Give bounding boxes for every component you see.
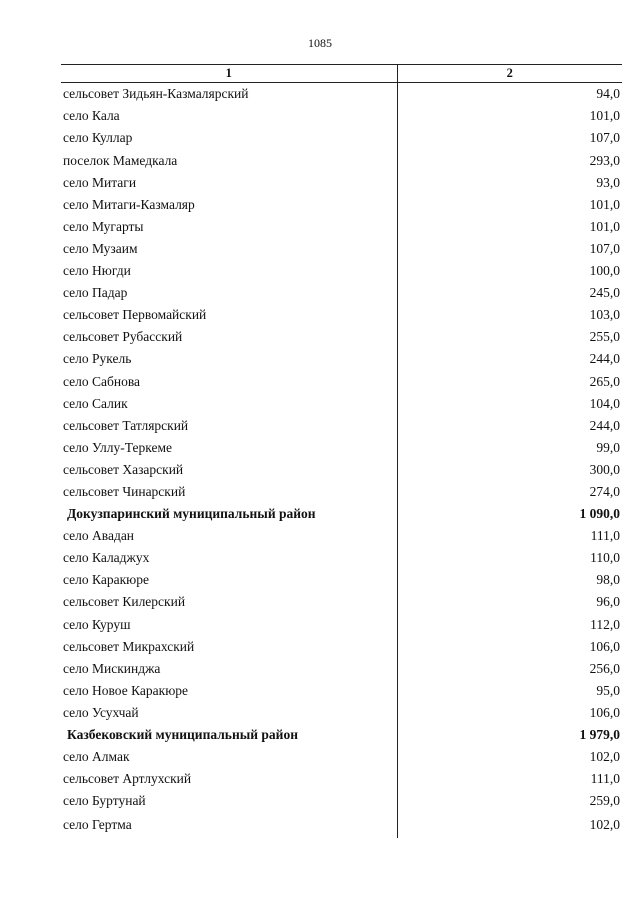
district-row (61, 503, 622, 525)
locality-value: 98,0 (596, 572, 620, 588)
locality-value: 93,0 (596, 174, 620, 190)
table-row (61, 459, 622, 481)
table-row (61, 326, 622, 348)
locality-name: село Рукель (61, 348, 397, 370)
locality-value: 111,0 (590, 771, 620, 787)
locality-name: село Куллар (61, 127, 397, 149)
locality-value: 104,0 (589, 395, 620, 411)
locality-value: 293,0 (589, 152, 620, 168)
table-row (61, 83, 622, 106)
table-header-row (61, 65, 622, 83)
table-row (61, 105, 622, 127)
table-row (61, 216, 622, 238)
locality-name: село Кала (61, 105, 397, 127)
locality-name: сельсовет Хазарский (61, 459, 397, 481)
table-row (61, 812, 622, 838)
locality-value: 94,0 (596, 86, 620, 102)
table-row (61, 437, 622, 459)
locality-name: село Куруш (61, 613, 397, 635)
table-row (61, 370, 622, 392)
locality-name: село Уллу-Теркеме (61, 437, 397, 459)
locality-name: село Усухчай (61, 702, 397, 724)
locality-value: 103,0 (589, 307, 620, 323)
allocation-table (61, 64, 622, 838)
locality-name: село Гертма (61, 812, 397, 838)
table-row (61, 702, 622, 724)
locality-value: 106,0 (589, 704, 620, 720)
locality-name: сельсовет Килерский (61, 591, 397, 613)
locality-name: сельсовет Чинарский (61, 481, 397, 503)
district-total: 1 979,0 (579, 727, 620, 743)
table-row (61, 149, 622, 171)
table-row (61, 171, 622, 193)
table-row (61, 591, 622, 613)
table-row (61, 481, 622, 503)
district-row (61, 724, 622, 746)
table-row (61, 746, 622, 768)
locality-value: 255,0 (589, 329, 620, 345)
locality-value: 101,0 (589, 108, 620, 124)
locality-value: 265,0 (589, 373, 620, 389)
locality-value: 102,0 (589, 749, 620, 765)
locality-name: сельсовет Микрахский (61, 635, 397, 657)
locality-value: 112,0 (590, 616, 620, 632)
locality-name: сельсовет Рубасский (61, 326, 397, 348)
table-row (61, 304, 622, 326)
locality-value: 274,0 (589, 483, 620, 499)
district-total: 1 090,0 (579, 506, 620, 522)
table-row (61, 392, 622, 414)
locality-name: село Каракюре (61, 569, 397, 591)
locality-name: село Мискинджа (61, 657, 397, 679)
locality-name: сельсовет Первомайский (61, 304, 397, 326)
table-row (61, 635, 622, 657)
table-row (61, 348, 622, 370)
locality-value: 107,0 (589, 130, 620, 146)
locality-value: 106,0 (589, 638, 620, 654)
table-row (61, 547, 622, 569)
locality-name: село Новое Каракюре (61, 680, 397, 702)
locality-name: село Падар (61, 282, 397, 304)
locality-name: сельсовет Зидьян-Казмалярский (61, 83, 397, 106)
locality-name: село Мугарты (61, 216, 397, 238)
locality-name: село Музаим (61, 238, 397, 260)
locality-value: 300,0 (589, 461, 620, 477)
locality-value: 96,0 (596, 594, 620, 610)
locality-value: 107,0 (589, 240, 620, 256)
locality-name: село Буртунай (61, 790, 397, 812)
table-row (61, 238, 622, 260)
locality-value: 101,0 (589, 218, 620, 234)
table-row (61, 613, 622, 635)
column-header-2: 2 (397, 65, 622, 83)
locality-value: 259,0 (589, 793, 620, 809)
locality-name: село Митаги-Казмаляр (61, 193, 397, 215)
locality-name: село Авадан (61, 525, 397, 547)
table-row (61, 193, 622, 215)
column-header-1: 1 (61, 65, 397, 83)
locality-value: 244,0 (589, 351, 620, 367)
locality-value: 245,0 (589, 285, 620, 301)
table-row (61, 680, 622, 702)
table-row (61, 260, 622, 282)
table-row (61, 790, 622, 812)
locality-value: 110,0 (590, 550, 620, 566)
locality-value: 256,0 (589, 660, 620, 676)
table-row (61, 414, 622, 436)
table-row (61, 525, 622, 547)
locality-name: поселок Мамедкала (61, 149, 397, 171)
locality-name: село Митаги (61, 171, 397, 193)
locality-value: 99,0 (596, 439, 620, 455)
locality-name: сельсовет Татлярский (61, 414, 397, 436)
locality-name: село Нюгди (61, 260, 397, 282)
locality-name: село Алмак (61, 746, 397, 768)
locality-value: 102,0 (589, 817, 620, 833)
table-row (61, 569, 622, 591)
locality-name: село Сабнова (61, 370, 397, 392)
table-row (61, 657, 622, 679)
locality-value: 95,0 (596, 682, 620, 698)
table-row (61, 282, 622, 304)
locality-name: село Салик (61, 392, 397, 414)
district-name: Казбековский муниципальный район (61, 724, 397, 746)
locality-name: село Каладжух (61, 547, 397, 569)
locality-name: сельсовет Артлухский (61, 768, 397, 790)
locality-value: 100,0 (589, 263, 620, 279)
locality-value: 244,0 (589, 417, 620, 433)
district-name: Докузпаринский муниципальный район (61, 503, 397, 525)
page-number: 1085 (308, 36, 332, 50)
locality-value: 101,0 (589, 196, 620, 212)
table-row (61, 768, 622, 790)
table-row (61, 127, 622, 149)
table-body (61, 83, 622, 839)
locality-value: 111,0 (590, 528, 620, 544)
